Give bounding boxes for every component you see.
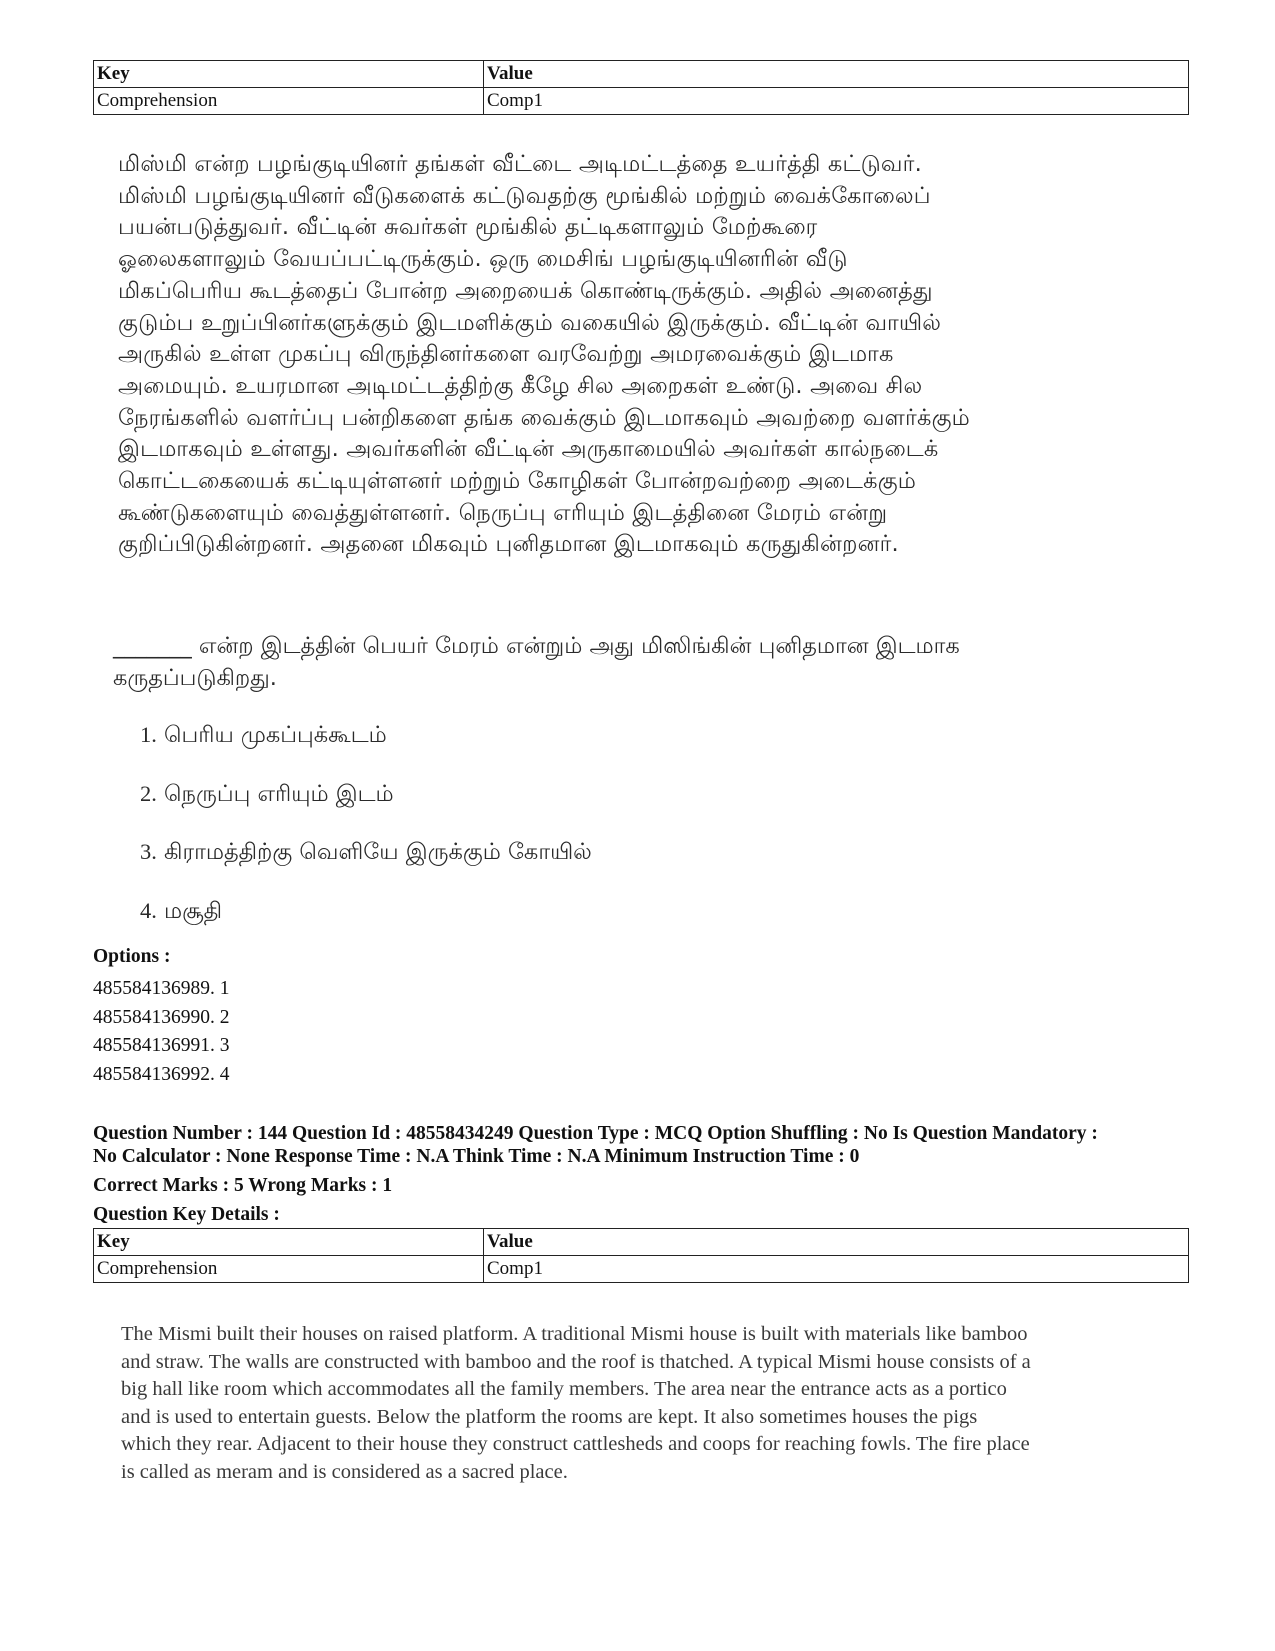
passage-line: அமையும். உயரமான அடிமட்டத்திற்கு கீழே சில அறைகள் உண்டு. அவை சில — [118, 372, 923, 399]
meta-line: No Calculator : None Response Time : N.A Think Time : N.A Minimum Instruction Time : 0 — [93, 1146, 860, 1167]
value-header: Value — [484, 1229, 1189, 1256]
passage-line: which they rear. Adjacent to their house they construct cattlesheds and coops for reaching fowls. The fire place — [121, 1433, 1030, 1456]
choice-text: பெரிய முகப்புக்கூடம் — [164, 722, 387, 748]
option-item: 485584136990. 2 — [93, 1006, 230, 1028]
key-header: Key — [94, 61, 484, 88]
choice-item — [140, 778, 592, 837]
options-list — [93, 975, 230, 1090]
choice-text: மசூதி — [164, 897, 223, 924]
option-item: 485584136989. 1 — [93, 978, 230, 999]
passage-line: மிஸ்மி பழங்குடியினர் வீடுகளைக் கட்டுவதற்கு மூங்கில் மற்றும் வைக்கோலைப் — [118, 182, 931, 209]
choice-number: 4. — [140, 897, 157, 923]
question-text — [113, 630, 1203, 694]
table-row — [94, 88, 1189, 115]
answer-choices — [140, 719, 592, 953]
value-cell: Comp1 — [484, 88, 1189, 115]
passage-line: பயன்படுத்துவர். வீட்டின் சுவர்கள் மூங்கில் தட்டிகளாலும் மேற்கூரை — [118, 214, 818, 241]
table-header-row — [94, 61, 1189, 88]
passage-line: is called as meram and is considered as a sacred place. — [121, 1460, 568, 1483]
passage-line: கூண்டுகளையும் வைத்துள்ளனர். நெருப்பு எரியும் இடத்தினை மேரம் என்று — [118, 499, 888, 526]
choice-item — [140, 836, 592, 895]
passage-line: big hall like room which accommodates all the family members. The area near the entrance acts as a portico — [121, 1378, 1007, 1401]
choice-item — [140, 719, 592, 778]
key-header: Key — [94, 1229, 484, 1256]
passage-line: The Mismi built their houses on raised platform. A traditional Mismi house is built with materials like bamboo — [121, 1323, 1028, 1345]
passage-line: மிகப்பெரிய கூடத்தைப் போன்ற அறையைக் கொண்டிருக்கும். அதில் அனைத்து — [118, 277, 933, 304]
value-header: Value — [484, 61, 1189, 88]
choice-text: கிராமத்திற்கு வெளியே இருக்கும் கோயில் — [164, 839, 592, 865]
meta-line: Question Number : 144 Question Id : 48558434249 Question Type : MCQ Option Shuffling : No Is Question Mandatory : — [93, 1123, 1098, 1144]
passage-line: அருகில் உள்ள முகப்பு விருந்தினர்களை வரவேற்று அமரவைக்கும் இடமாக — [118, 341, 894, 368]
choice-number: 1. — [140, 722, 157, 747]
choice-text: நெருப்பு எரியும் இடம் — [164, 780, 394, 807]
question-line: _______ என்ற இடத்தின் பெயர் மேரம் என்றும் அது மிஸிங்கின் புனிதமான இடமாக — [113, 633, 960, 659]
option-item: 485584136991. 3 — [93, 1035, 230, 1057]
passage-line: and straw. The walls are constructed with bamboo and the roof is thatched. A typical Mismi house consists of a — [121, 1350, 1031, 1373]
question-line: கருதப்படுகிறது. — [113, 665, 277, 691]
passage-line: ஓலைகளாலும் வேயப்பட்டிருக்கும். ஒரு மைசிங் பழங்குடியினரின் வீடு — [118, 246, 848, 273]
passage-line: மிஸ்மி என்ற பழங்குடியினர் தங்கள் வீட்டை அடிமட்டத்தை உயர்த்தி கட்டுவர். — [118, 151, 922, 177]
english-passage — [121, 1321, 1191, 1487]
option-item: 485584136992. 4 — [93, 1064, 230, 1086]
key-value-table-top — [93, 60, 1189, 115]
choice-number: 3. — [140, 839, 157, 864]
passage-line: and is used to entertain guests. Below the platform the rooms are kept. It also sometimes houses the pigs — [121, 1405, 978, 1428]
choice-number: 2. — [140, 780, 157, 806]
value-cell: Comp1 — [484, 1256, 1189, 1283]
key-details-heading: Question Key Details : — [93, 1204, 280, 1225]
question-meta — [93, 1122, 1193, 1168]
options-heading: Options : — [93, 946, 171, 967]
marks-line: Correct Marks : 5 Wrong Marks : 1 — [93, 1175, 393, 1196]
passage-line: குடும்ப உறுப்பினர்களுக்கும் இடமளிக்கும் வகையில் இருக்கும். வீட்டின் வாயில் — [118, 309, 942, 336]
key-value-table-bottom — [93, 1228, 1189, 1283]
passage-line: நேரங்களில் வளர்ப்பு பன்றிகளை தங்க வைக்கும் இடமாகவும் அவற்றை வளர்க்கும் — [118, 404, 970, 431]
table-row — [94, 1256, 1189, 1283]
key-cell: Comprehension — [94, 88, 484, 115]
tamil-passage — [118, 149, 1198, 561]
key-cell: Comprehension — [94, 1256, 484, 1283]
passage-line: குறிப்பிடுகின்றனர். அதனை மிகவும் புனிதமான இடமாகவும் கருதுகின்றனர். — [118, 531, 899, 558]
passage-line: கொட்டகையைக் கட்டியுள்ளனர் மற்றும் கோழிகள் போன்றவற்றை அடைக்கும் — [118, 468, 917, 495]
passage-line: இடமாகவும் உள்ளது. அவர்களின் வீட்டின் அருகாமையில் அவர்கள் கால்நடைக் — [118, 436, 939, 463]
choice-item — [140, 895, 592, 954]
table-header-row — [94, 1229, 1189, 1256]
